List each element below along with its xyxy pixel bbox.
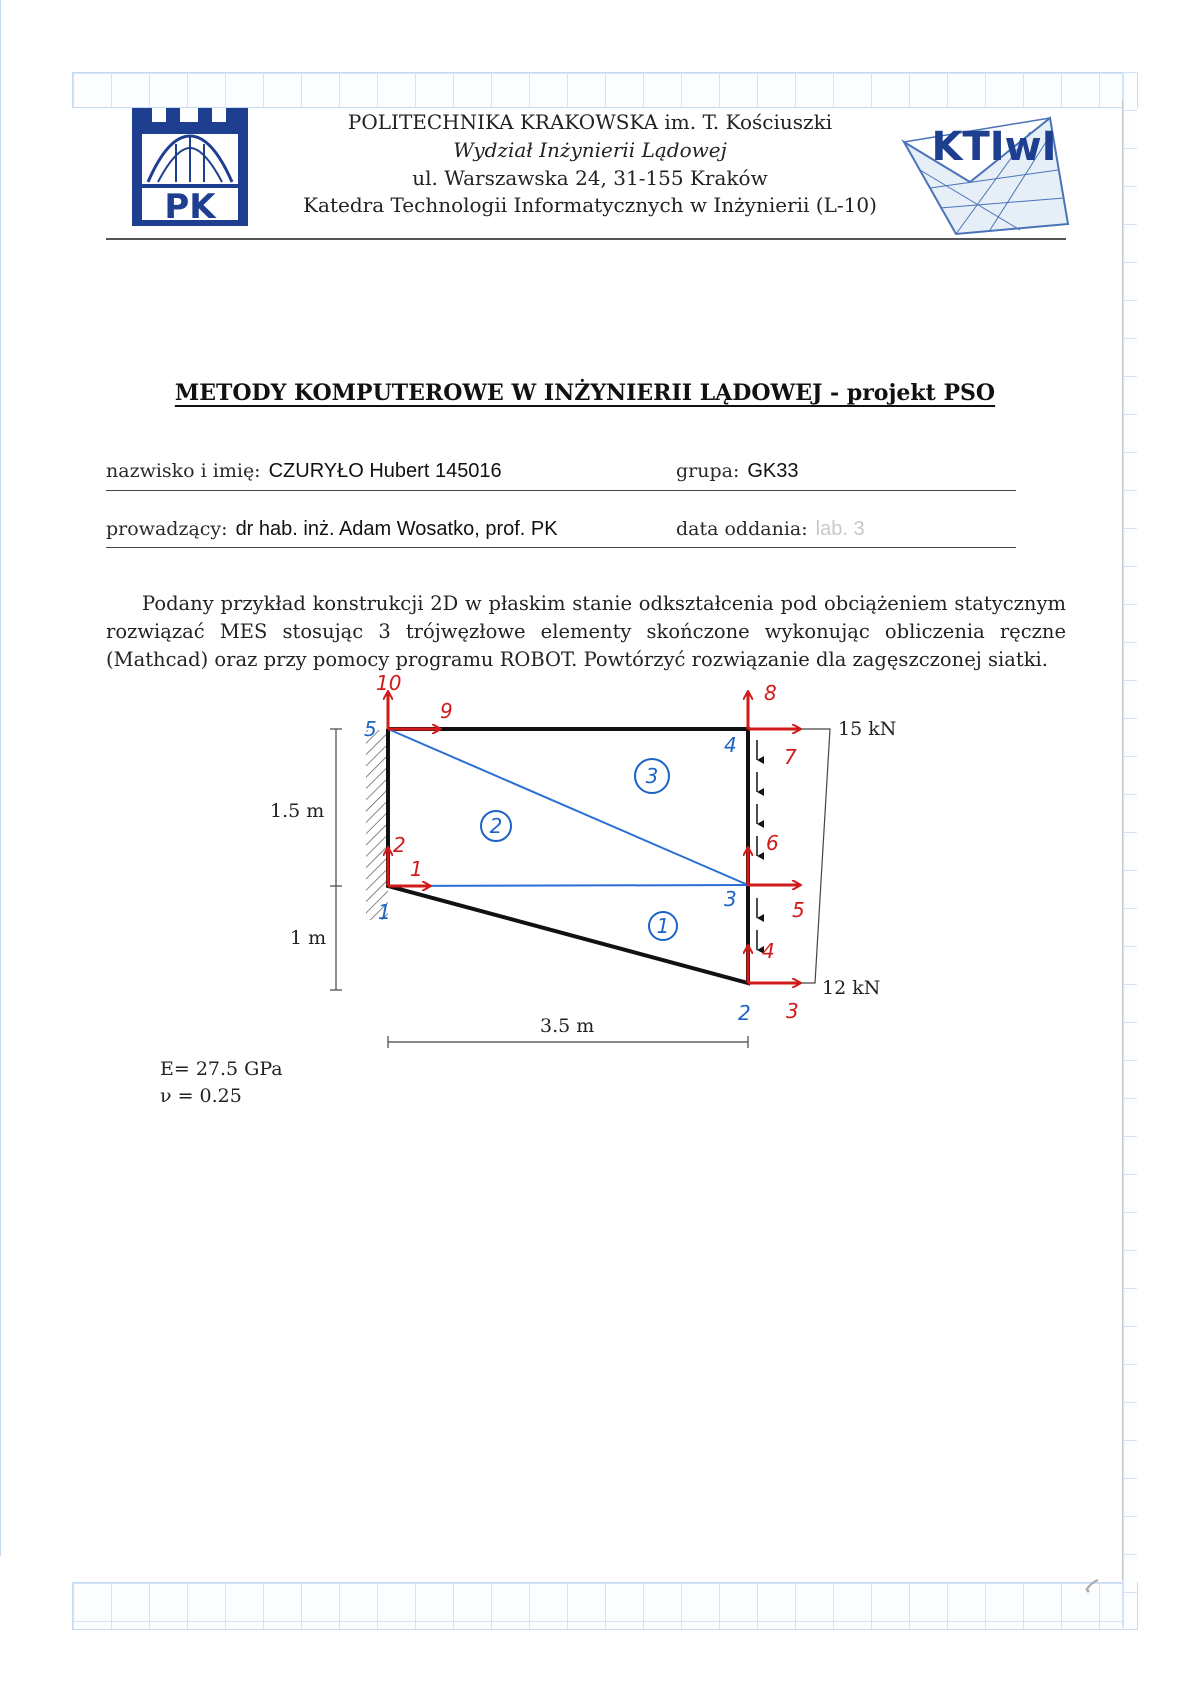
tutor-label: prowadzący: <box>106 518 228 540</box>
svg-text:1: 1 <box>656 914 670 938</box>
department-name: Katedra Technologii Informatycznych w Inżynierii (L-10) <box>303 193 877 217</box>
group-label: grupa: <box>676 460 740 482</box>
fixed-support <box>366 730 388 920</box>
name-value: CZURYŁO Hubert 145016 <box>268 460 502 482</box>
node-label-2: 2 <box>738 1001 751 1025</box>
dof-label-3: 3 <box>786 999 799 1023</box>
structure-outline <box>388 729 748 983</box>
due-date-value: lab. 3 <box>815 518 865 540</box>
dof-label-4: 4 <box>762 939 775 963</box>
tutor-value: dr hab. inż. Adam Wosatko, prof. PK <box>235 518 558 540</box>
load-bottom-label: 12 kN <box>822 977 881 999</box>
ktiwl-logo-text: KTIwI <box>931 124 1057 170</box>
youngs-modulus: E= 27.5 GPa <box>160 1058 283 1080</box>
element-label-2 <box>481 811 511 841</box>
svg-text:2: 2 <box>489 814 503 838</box>
dof-label-6: 6 <box>766 831 779 855</box>
dimension-height-bottom: 1 m <box>290 927 327 949</box>
element-label-1 <box>649 912 677 940</box>
page-curl-icon <box>1084 1578 1100 1594</box>
dof-label-10: 10 <box>376 671 402 695</box>
node-label-3: 3 <box>724 887 737 911</box>
group-value: GK33 <box>747 460 799 482</box>
task-description: Podany przykład konstrukcji 2D w płaskim stanie odkształcenia pod obciążeniem statycznym rozwiązać MES stosując 3 trójwęzłowe elementy skończone wykonując obliczenia ręczne (Mathcad) oraz przy pomocy programu ROBOT. Powtórzyć rozwiązanie dla zagęszczonej siatki. <box>106 592 1066 671</box>
dof-label-1: 1 <box>410 857 423 881</box>
dimension-height-top: 1.5 m <box>270 800 325 822</box>
dof-label-8: 8 <box>764 681 777 705</box>
name-label: nazwisko i imię: <box>106 460 261 482</box>
mesh-edge-5-3 <box>388 729 748 885</box>
poisson-ratio: ν = 0.25 <box>160 1085 242 1107</box>
course-title: METODY KOMPUTEROWE W INŻYNIERII LĄDOWEJ - projekt PSO <box>174 380 996 406</box>
university-address: ul. Warszawska 24, 31-155 Kraków <box>412 166 768 190</box>
load-top-label: 15 kN <box>838 718 897 740</box>
faculty-name: Wydział Inżynierii Lądowej <box>453 138 727 162</box>
dof-label-7: 7 <box>784 745 797 769</box>
svg-text:3: 3 <box>645 764 659 788</box>
dof-label-9: 9 <box>440 699 453 723</box>
dof-label-5: 5 <box>792 898 805 922</box>
dof-arrows <box>388 692 800 983</box>
node-label-4: 4 <box>724 733 737 757</box>
dof-label-2: 2 <box>393 833 406 857</box>
node-label-5: 5 <box>364 717 377 741</box>
element-label-3 <box>635 759 669 793</box>
node-label-1: 1 <box>378 900 391 924</box>
due-date-label: data oddania: <box>676 518 808 540</box>
university-name: POLITECHNIKA KRAKOWSKA im. T. Kościuszki <box>347 110 833 134</box>
pk-logo-text: PK <box>164 187 216 227</box>
dimension-width: 3.5 m <box>540 1015 595 1037</box>
mesh-edge-1-3 <box>388 885 748 886</box>
